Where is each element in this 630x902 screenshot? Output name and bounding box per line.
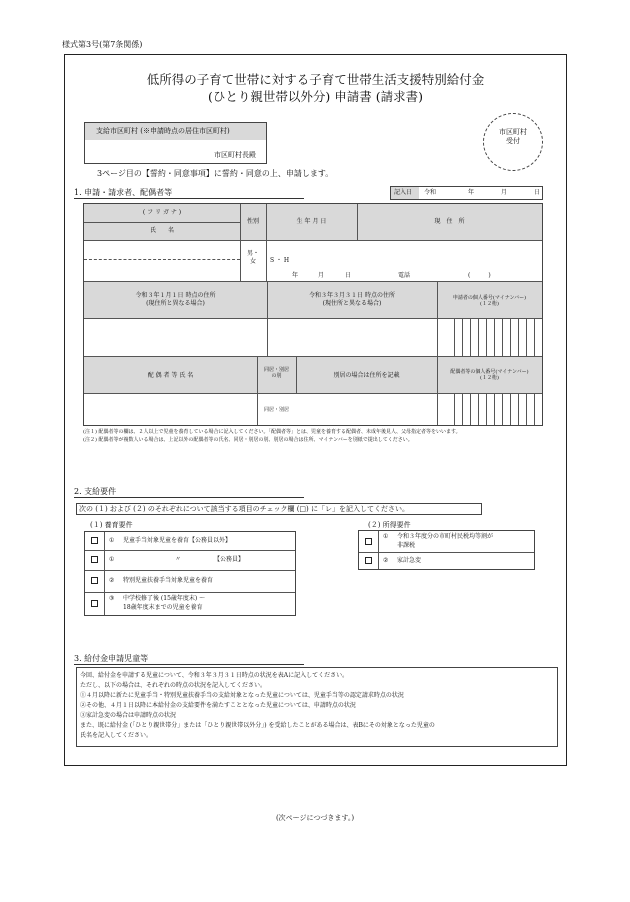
footer-continue: (次ページにつづきます。) xyxy=(275,814,355,822)
section2-instruction: 次の (１) および (２) のそれぞれについて該当する項目のチェック欄 (□) に「レ」を記入してください。 xyxy=(79,505,409,513)
check-g1-2[interactable] xyxy=(91,556,98,563)
digit-divider xyxy=(462,393,463,425)
digit-divider xyxy=(518,393,519,425)
digit-divider xyxy=(502,393,503,425)
digit-divider xyxy=(478,318,479,356)
title-line1: 低所得の子育て世帯に対する子育て世帯生活支援特別給付金 xyxy=(146,72,485,87)
digit-divider xyxy=(470,393,471,425)
digit-divider xyxy=(534,393,535,425)
digit-divider xyxy=(454,318,455,356)
applicant-mynumber-boxes[interactable] xyxy=(446,318,542,356)
group1-title: (１) 養育要件 xyxy=(90,521,133,529)
digit-divider xyxy=(494,318,495,356)
note2: (注２) 配偶者等が複数人いる場合は、上記以外の配偶者等の氏名、同居・別居の別、別居の場合は住所、マイナンバーを別紙で提出してください。 xyxy=(83,437,413,443)
section3-heading: 3. 給付金申請児童等 xyxy=(74,654,304,665)
section3-text: 今回、給付金を申請する児童について、令和３年３月３１日時点の状況を表Aに記入してください。 ただし、以下の場合は、それぞれの時点の状況を記入してください。 ①４月以降に新たに児童手当・特別児童扶養手当の支給対象となった児童については、児童手当等の認定請求時点の状況 ②その他、４月１日以降に本給付金の支給要件を満たすこととなった児童については、申請時点の状況 ③家計急変の場合は申請時点の状況 また、既に給付金 (「ひとり親世帯分」または「ひとり親世帯以外分」) を受給したことがある場合は、表Bにその対象となった児童の 氏名を記入してください。 xyxy=(80,672,435,739)
check-g1-4[interactable] xyxy=(91,600,98,607)
digit-divider xyxy=(486,393,487,425)
check-g1-3[interactable] xyxy=(91,577,98,584)
digit-divider xyxy=(494,393,495,425)
note1: (注１) 配偶者等の欄は、２人以上で児童を養育している場合に記入してください。「配偶者等」とは、児童を養育する配偶者、未成年後見人、父母指定者等をいいます。 xyxy=(83,429,461,435)
digit-divider xyxy=(486,318,487,356)
digit-divider xyxy=(478,393,479,425)
digit-divider xyxy=(470,318,471,356)
spouse-mynumber-boxes[interactable] xyxy=(446,393,542,425)
form-title xyxy=(64,72,567,106)
pledge-note: 3ページ目の【誓約・同意事項】に誓約・同意の上、申請します。 xyxy=(97,169,334,178)
digit-divider xyxy=(454,393,455,425)
municipality-label: 支給市区町村 (※申請時点の居住市区町村) xyxy=(96,127,230,135)
form-number: 様式第3号(第7条関係) xyxy=(62,40,143,49)
group2-title: (２) 所得要件 xyxy=(368,521,411,529)
digit-divider xyxy=(510,393,511,425)
digit-divider xyxy=(462,318,463,356)
mayor-label: 市区町村長殿 xyxy=(214,151,256,159)
digit-divider xyxy=(510,318,511,356)
digit-divider xyxy=(518,318,519,356)
check-g2-2[interactable] xyxy=(365,557,372,564)
digit-divider xyxy=(526,318,527,356)
check-g1-1[interactable] xyxy=(91,537,98,544)
cohab-value[interactable]: 同居・別居 xyxy=(263,407,289,413)
digit-divider xyxy=(534,318,535,356)
section2-heading: 2. 支給要件 xyxy=(74,487,304,498)
reception-stamp-text: 市区町村 受付 xyxy=(499,128,527,145)
title-line2: (ひとり親世帯以外分) 申請書 (請求書) xyxy=(208,88,423,104)
digit-divider xyxy=(502,318,503,356)
section1-heading: 1. 申請・請求者、配偶者等 xyxy=(74,188,304,199)
digit-divider xyxy=(526,393,527,425)
check-g2-1[interactable] xyxy=(365,538,372,545)
